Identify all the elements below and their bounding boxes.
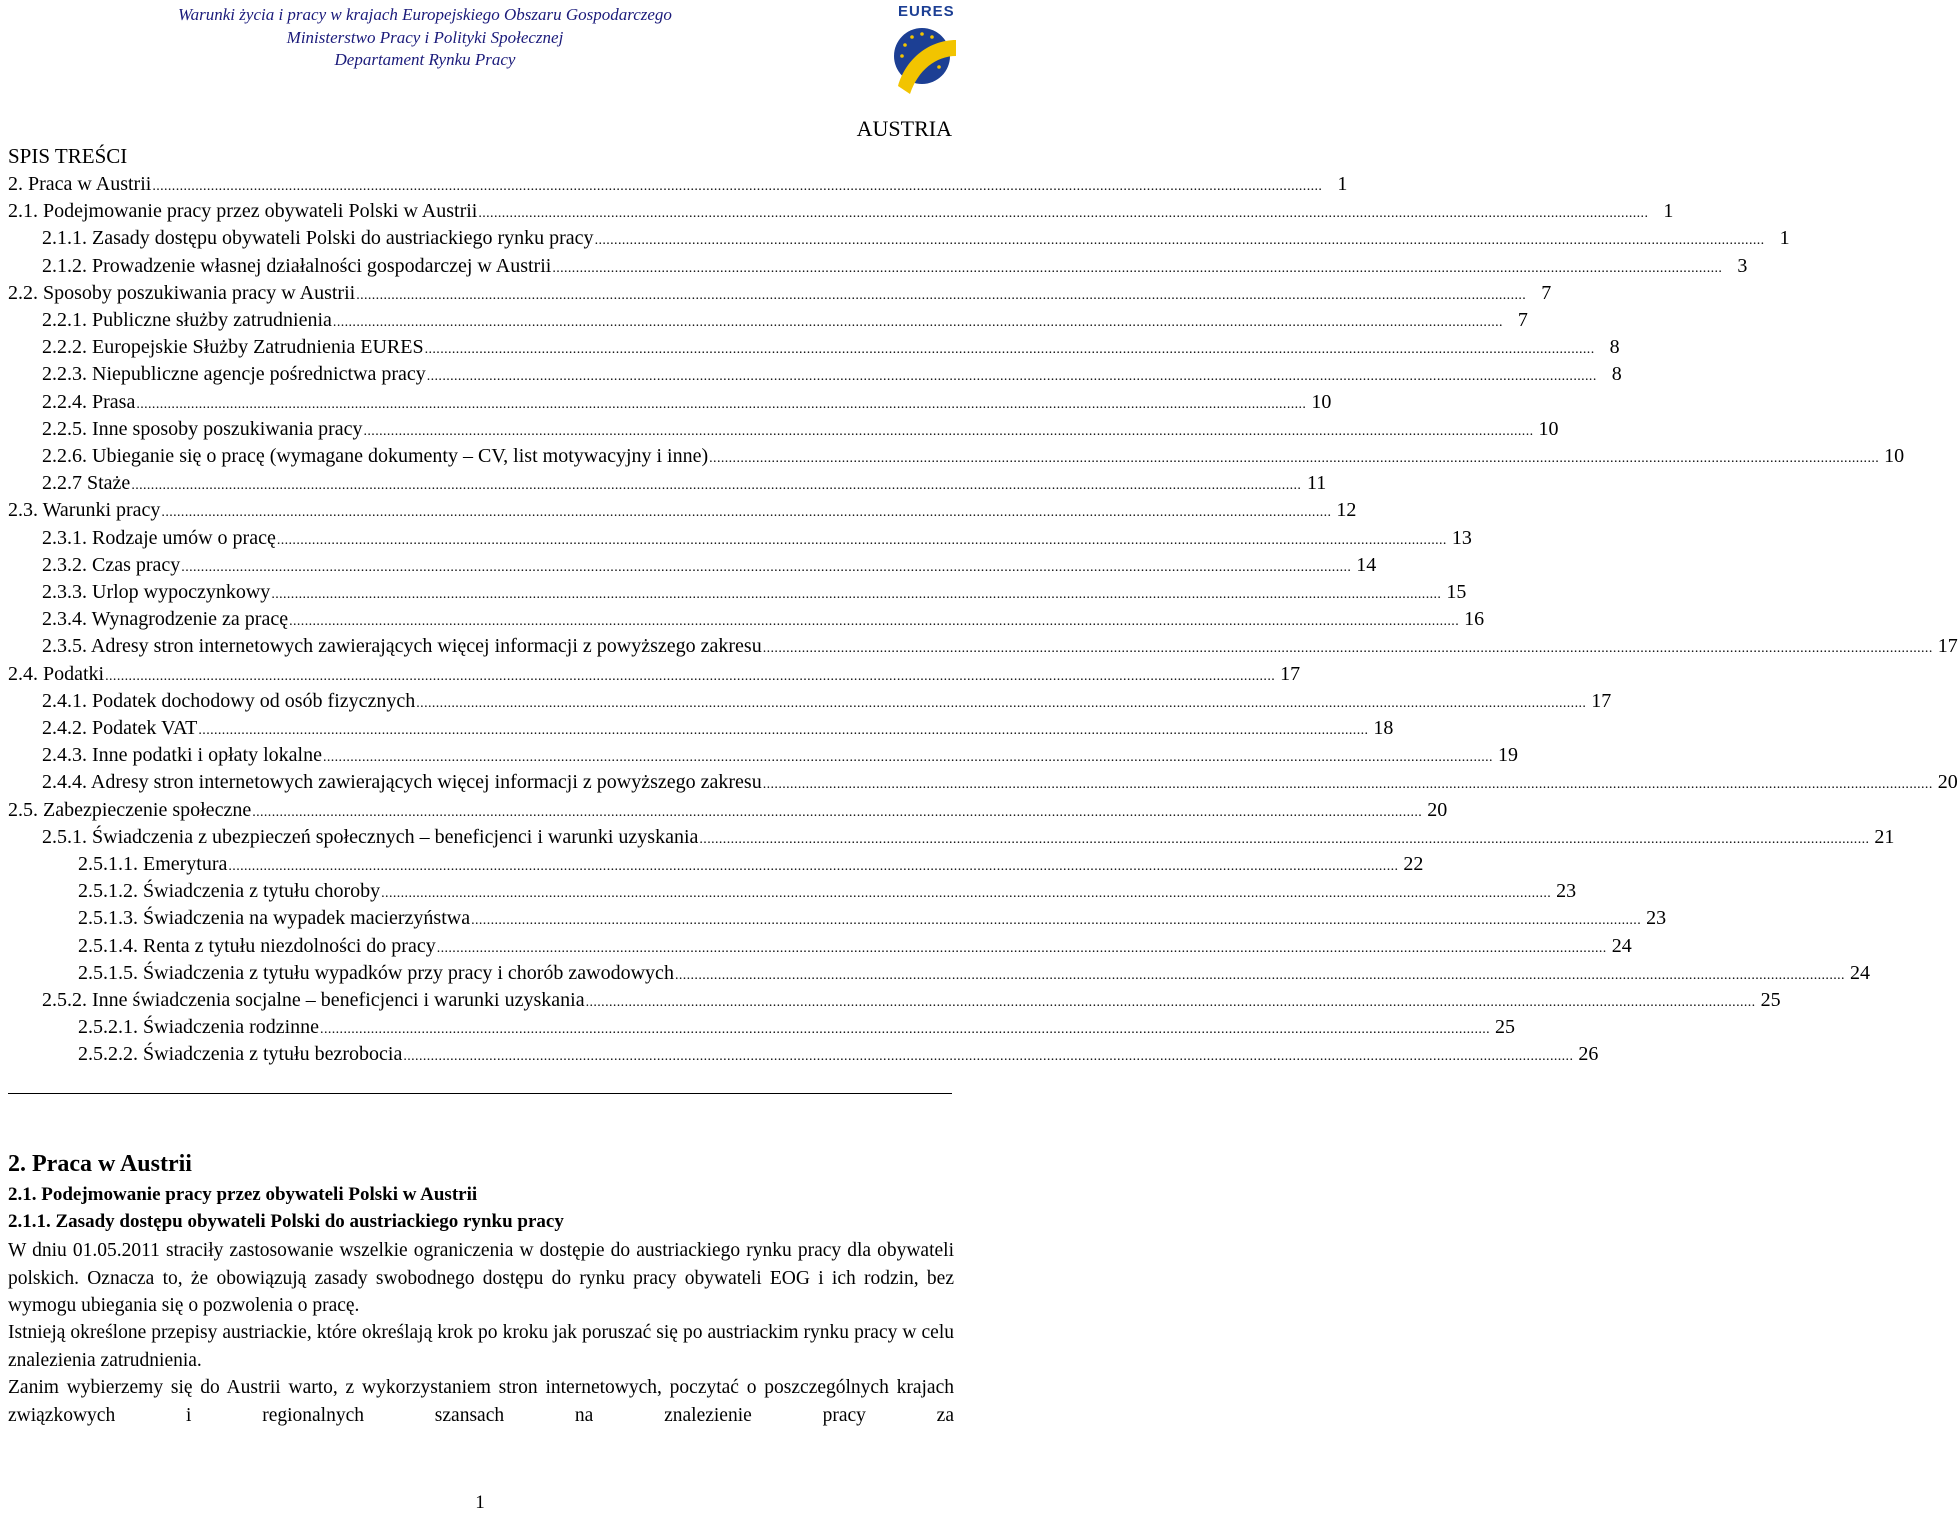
toc-title: SPIS TREŚCI [8,144,128,168]
toc-entry-label: 2.3.3. Urlop wypoczynkowy [42,581,271,603]
toc-entry[interactable] [42,443,1905,470]
toc-leader-dots: ............................................................................................................................................................................................................................................................................................................ [709,451,1880,466]
toc-leader-dots: ............................................................................................................................................................................................................................................................................................................ [322,750,1493,766]
toc-entry-label: 2.2. Sposoby poszukiwania pracy w Austrii [8,281,356,304]
toc-entry-page: 22 [1403,853,1424,875]
toc-entry-label: 2.5.1.1. Emerytura [78,853,228,875]
toc-entry-label: 2.4.2. Podatek VAT [42,717,198,739]
toc-leader-dots: ............................................................................................................................................................................................................................................................................................................ [381,886,1552,902]
toc-entry-label: 2.1.1. Zasady dostępu obywateli Polski do austriackiego rynku pracy [42,227,594,250]
toc-entry-page: 23 [1646,907,1667,930]
toc-entry[interactable] [78,960,1870,987]
toc-leader-dots: ............................................................................................................................................................................................................................................................................................................ [363,423,1534,439]
toc-leader-dots: ............................................................................................................................................................................................................................................................................................................ [594,233,1765,249]
toc-entry-page: 26 [1578,1043,1599,1066]
country-label: AUSTRIA [856,116,952,141]
toc-entry[interactable] [42,606,1485,633]
header-ministry-line: Ministerstwo Pracy i Polityki Społecznej [286,28,564,47]
toc-entry-label: 2.3.5. Adresy stron internetowych zawierających więcej informacji z powyższego zakresu [42,635,762,658]
toc-entry-label: 2.4.3. Inne podatki i opłaty lokalne [42,744,322,767]
header-title-line: Warunki życia i pracy w krajach Europejskiego Obszaru Gospodarczego [178,5,672,24]
toc-entry-label: 2.2.3. Niepubliczne agencje pośrednictwa pracy [42,363,426,386]
paragraph-research: Zanim wybierzemy się do Austrii warto, z wykorzystaniem stron internetowych, poczytać o poszczególnych krajach związkowych i regionalnych szansach na znalezienie pracy za [8,1377,954,1426]
toc-entry-label: 2.3. Warunki pracy [8,499,161,522]
toc-entry-label: 2.2.1. Publiczne służby zatrudnienia [42,309,332,331]
toc-leader-dots: ............................................................................................................................................................................................................................................................................................................ [198,723,1369,738]
toc-entry[interactable] [42,633,1958,660]
toc-leader-dots: ............................................................................................................................................................................................................................................................................................................ [356,287,1527,303]
toc-entry-page: 1 [1663,200,1674,223]
header-department-line: Departament Rynku Pracy [334,50,516,69]
toc-entry[interactable] [8,497,1357,524]
toc-entry-page: 11 [1307,472,1327,495]
toc-leader-dots: ............................................................................................................................................................................................................................................................................................................ [289,614,1460,630]
toc-entry-page: 17 [1937,635,1958,658]
toc-leader-dots: ............................................................................................................................................................................................................................................................................................................ [426,369,1597,385]
toc-entry-page: 18 [1373,717,1394,739]
toc-entry-page: 15 [1446,581,1467,603]
toc-entry[interactable] [42,470,1327,497]
toc-entry-page: 7 [1541,281,1552,304]
toc-entry[interactable] [78,1041,1599,1068]
toc-entry-page: 10 [1311,390,1332,413]
toc-entry-page: 3 [1737,254,1748,277]
toc-entry-label: 2.1.2. Prowadzenie własnej działalności gospodarczej w Austrii [42,254,552,277]
eures-logo-text: EURES [898,3,955,20]
toc-entry[interactable] [42,688,1612,715]
toc-entry[interactable] [42,525,1472,552]
toc-entry-page: 10 [1538,417,1559,440]
toc-entry-label: 2.2.6. Ubieganie się o pracę (wymagane dokumenty – CV, list motywacyjny i inne) [42,445,709,467]
toc-entry-page: 20 [1937,771,1958,794]
toc-entry[interactable] [42,552,1377,579]
toc-leader-dots: ............................................................................................................................................................................................................................................................................................................ [471,913,1642,929]
toc-entry-page: 20 [1427,798,1448,821]
toc-leader-dots: ............................................................................................................................................................................................................................................................................................................ [762,777,1933,793]
toc-leader-dots: ............................................................................................................................................................................................................................................................................................................ [424,342,1595,358]
toc-entry[interactable] [42,824,1895,851]
toc-leader-dots: ............................................................................................................................................................................................................................................................................................................ [436,940,1607,956]
toc-leader-dots: ............................................................................................................................................................................................................................................................................................................ [105,668,1276,684]
toc-entry-label: 2.5.1.2. Świadczenia z tytułu choroby [78,880,381,903]
toc-entry-label: 2.5.2.2. Świadczenia z tytułu bezrobocia [78,1043,403,1066]
toc-entry[interactable] [42,769,1958,796]
toc-entry-label: 2.5.1. Świadczenia z ubezpieczeń społecznych – beneficjenci i warunki uzyskania [42,825,699,848]
toc-leader-dots: ............................................................................................................................................................................................................................................................................................................ [252,804,1423,820]
toc-entry[interactable] [78,851,1424,878]
toc-entry[interactable] [42,987,1781,1014]
toc-entry-page: 25 [1495,1016,1516,1039]
page-number: 1 [475,1492,485,1513]
toc-entry-page: 17 [1280,662,1301,685]
toc-entry-page: 7 [1517,309,1528,331]
toc-entry[interactable] [8,661,1301,688]
toc-entry[interactable] [42,334,1620,361]
toc-entry-label: 2.3.1. Rodzaje umów o pracę [42,526,276,549]
toc-entry-page: 12 [1336,499,1357,522]
toc-leader-dots: ............................................................................................................................................................................................................................................................................................................ [403,1049,1574,1065]
toc-entry-page: 1 [1337,173,1348,195]
toc-entry-label: 2.4.1. Podatek dochodowy od osób fizycznych [42,689,416,712]
toc-entry[interactable] [78,933,1632,960]
toc-leader-dots: ............................................................................................................................................................................................................................................................................................................ [478,206,1649,222]
toc-entry-label: 2.3.4. Wynagrodzenie za pracę [42,608,289,631]
toc-entry-page: 8 [1611,363,1622,386]
toc-entry-page: 23 [1556,880,1577,903]
toc-leader-dots: ............................................................................................................................................................................................................................................................................................................ [181,559,1352,575]
toc-entry[interactable] [8,280,1552,307]
toc-entry-label: 2.5.1.5. Świadczenia z tytułu wypadków przy pracy i chorób zawodowych [78,961,674,984]
toc-entry[interactable] [42,389,1332,416]
toc-leader-dots: ............................................................................................................................................................................................................................................................................................................ [228,859,1399,874]
toc-leader-dots: ............................................................................................................................................................................................................................................................................................................ [674,967,1845,983]
toc-entry-page: 21 [1874,825,1895,848]
toc-entry[interactable] [42,742,1518,769]
section-heading: 2.1. Podejmowanie pracy przez obywateli Polski w Austrii [8,1184,478,1205]
toc-leader-dots: ............................................................................................................................................................................................................................................................................................................ [320,1022,1491,1038]
toc-leader-dots: ............................................................................................................................................................................................................................................................................................................ [276,532,1447,548]
toc-entry[interactable] [42,253,1748,280]
toc-leader-dots: ............................................................................................................................................................................................................................................................................................................ [585,995,1756,1010]
toc-leader-dots: ............................................................................................................................................................................................................................................................................................................ [136,396,1307,412]
toc-entry-label: 2.5. Zabezpieczenie społeczne [8,798,252,821]
toc-entry-label: 2.5.2. Inne świadczenia socjalne – beneficjenci i warunki uzyskania [42,989,585,1011]
toc-entry-page: 17 [1591,689,1612,712]
toc-entry-label: 2.5.1.4. Renta z tytułu niezdolności do pracy [78,934,436,957]
toc-entry[interactable] [78,905,1667,932]
toc-leader-dots: ............................................................................................................................................................................................................................................................................................................ [271,587,1442,602]
toc-leader-dots: ............................................................................................................................................................................................................................................................................................................ [552,260,1723,276]
toc-leader-dots: ............................................................................................................................................................................................................................................................................................................ [161,505,1332,521]
toc-entry-page: 1 [1779,227,1790,250]
toc-leader-dots: ............................................................................................................................................................................................................................................................................................................ [699,831,1870,847]
toc-entry-page: 13 [1451,526,1472,549]
toc-leader-dots: ............................................................................................................................................................................................................................................................................................................ [131,478,1302,494]
toc-entry[interactable] [42,579,1467,606]
toc-leader-dots: ............................................................................................................................................................................................................................................................................................................ [332,315,1503,330]
toc-entry-label: 2.3.2. Czas pracy [42,553,181,576]
toc-entry-label: 2.2.4. Prasa [42,390,136,413]
toc-entry-page: 8 [1609,336,1620,359]
paragraph-regulations: Istnieją określone przepisy austriackie, które określają krok po kroku jak poruszać się po austriackim rynku pracy w celu znalezienia zatrudnienia. [8,1322,954,1371]
toc-entry-label: 2.5.1.3. Świadczenia na wypadek macierzyństwa [78,907,471,930]
toc-entry[interactable] [8,797,1448,824]
toc-entry[interactable] [78,878,1577,905]
subsection-heading: 2.1.1. Zasady dostępu obywateli Polski do austriackiego rynku pracy [8,1211,564,1232]
toc-entry-label: 2. Praca w Austrii [8,173,152,195]
toc-entry-page: 24 [1849,961,1870,984]
toc-entry-label: 2.5.2.1. Świadczenia rodzinne [78,1016,320,1039]
toc-entry-label: 2.4. Podatki [8,662,105,685]
toc-entry-page: 19 [1497,744,1518,767]
toc-entry[interactable] [42,715,1394,742]
toc-entry-page: 24 [1611,934,1632,957]
toc-leader-dots: ............................................................................................................................................................................................................................................................................................................ [152,179,1323,194]
toc-entry-label: 2.1. Podejmowanie pracy przez obywateli Polski w Austrii [8,200,478,223]
toc-entry[interactable] [42,307,1528,334]
toc-leader-dots: ............................................................................................................................................................................................................................................................................................................ [416,695,1587,711]
section-divider [8,1093,952,1094]
toc-entry[interactable] [8,198,1674,225]
toc-entry[interactable] [8,171,1348,198]
toc-entry-page: 25 [1760,989,1781,1011]
toc-entry-page: 14 [1356,553,1377,576]
chapter-heading: 2. Praca w Austrii [8,1151,192,1177]
eures-logo-icon [884,0,960,96]
paragraph-access: W dniu 01.05.2011 straciły zastosowanie wszelkie ograniczenia w dostępie do austriackiego rynku pracy dla obywateli polskich. Oznacza to, że obowiązują zasady swobodnego dostępu do rynku pracy obywateli EOG i ich rodzin, bez wymogu ubiegania się o pozwolenia o pracę. [8,1240,954,1316]
toc-entry-label: 2.2.7 Staże [42,472,131,495]
toc-entry[interactable] [42,416,1559,443]
toc-entry[interactable] [42,225,1790,252]
toc-entry-page: 10 [1884,445,1905,467]
toc-entry[interactable] [42,361,1622,388]
toc-entry[interactable] [78,1014,1516,1041]
toc-entry-label: 2.4.4. Adresy stron internetowych zawierających więcej informacji z powyższego zakresu [42,771,762,794]
toc-entry-label: 2.2.5. Inne sposoby poszukiwania pracy [42,417,363,440]
toc-entry-label: 2.2.2. Europejskie Służby Zatrudnienia EURES [42,336,424,359]
toc-entry-page: 16 [1464,608,1485,631]
toc-leader-dots: ............................................................................................................................................................................................................................................................................................................ [762,641,1933,657]
